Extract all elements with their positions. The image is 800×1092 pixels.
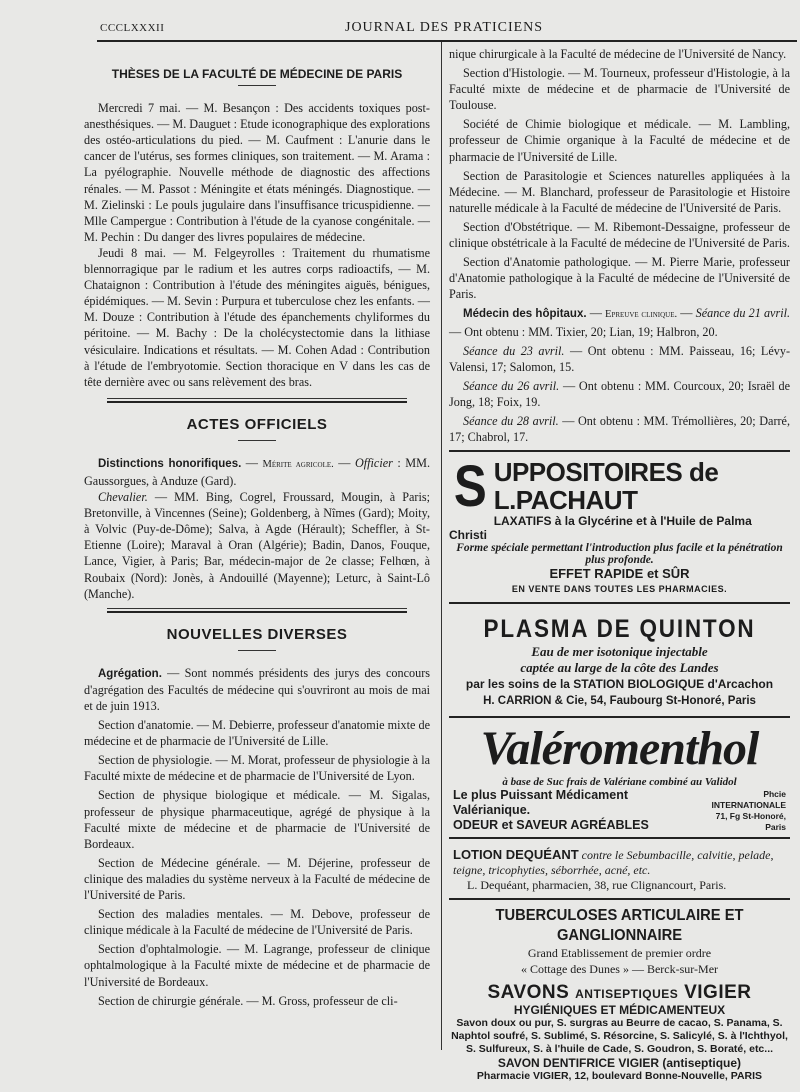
ad-line: ODEUR et SAVEUR AGRÉABLES — [453, 818, 649, 833]
actes-label: Distinctions honorifiques. — [98, 457, 242, 470]
ad-claims — [453, 788, 693, 833]
seance-text: — Ont obtenu : MM. Courcoux, 20; Israël de Jong, 18; Foix, 19. — [449, 378, 791, 409]
seance-date: Séance du 26 avril. — [463, 378, 560, 393]
medecin-paragraph: Médecin des hôpitaux. — Epreuve clinique. — Séance du 21 avril. — Ont obtenu : MM. Tixier, 20; Lian, 19; Halbron, 20. — [449, 306, 791, 339]
section-paragraph: Section de Parasitologie et Sciences naturelles appliquées à la Médecine. — M. Blanchard, professeur de Parasitologie et Histoire naturelle médicale à la Faculté de médecine de l'Université de Paris. — [449, 168, 790, 215]
section-paragraph: Section de Médecine générale. — M. Déjerine, professeur de clinique des maladies du système nerveux à la Faculté de médecine de l'Université de Paris. — [84, 855, 430, 903]
seance-date: Séance du 28 avril. — [463, 413, 559, 428]
agregation-label: Agrégation. — [98, 667, 162, 680]
ad-lotion-dequeant — [449, 839, 790, 900]
ad-title: PLASMA DE QUINTON — [483, 615, 756, 644]
continued-paragraph: nique chirurgicale à la Faculté de médecine de l'Université de Nancy. — [449, 47, 787, 61]
theses-paragraph-2: Jeudi 8 mai. — M. Felgeyrolles : Traitement du rhumatisme blennorragique par le radium et les autres corps radioactifs, — M. Chataignon : Contribution à l'étude des méningites aiguës, bénigues, épidémiques. — M. Sevin : Purpura et tuberculose chez les enfants. — M. Douze : Contribution à l'étude des épanchements chyliformes du péritoine. — M. Bachy : De la cholécystectomie dans la lithiase vésiculaire. Indications et résultats. — M. Cohen Adad : Contribution à l'étude de l'embryotomie. Section thoracique en V dans les cas de tête dernière avec ou sans relèvement des bras. — [84, 245, 430, 389]
nouvelles-title: NOUVELLES DIVERSES — [166, 625, 348, 643]
ad-valeromenthol — [449, 718, 790, 839]
ad-title — [449, 983, 790, 1004]
ad-tuberculoses — [449, 900, 790, 981]
seance-date: Séance du 21 avril. — [695, 306, 791, 321]
theses-title: THÈSES DE LA FACULTÉ DE MÉDECINE DE PARIS — [111, 67, 403, 81]
ad-suppositoires — [449, 450, 790, 604]
section-rule — [107, 608, 407, 609]
ad-title: TUBERCULOSES ARTICULAIRE ET GANGLIONNAIRE — [495, 907, 744, 945]
medecin-label: Médecin des hôpitaux. — [463, 308, 587, 321]
merite-label: Mérite agricole. — [262, 458, 334, 470]
actes-title: ACTES OFFICIELS — [186, 415, 328, 433]
seance-date: Séance du 23 avril. — [463, 343, 565, 358]
title-rule — [238, 440, 276, 441]
header-rule — [97, 40, 797, 42]
journal-title: JOURNAL DES PRATICIENS — [345, 20, 544, 35]
section-paragraph: Société de Chimie biologique et médicale. — M. Lambling, professeur de Chimie organique à la Faculté de médecine et de pharmacie de l'Université de Lille. — [449, 117, 790, 164]
actes-chevalier-text: — MM. Bing, Cogrel, Froussard, Mougin, à Paris; Bretonville, à Vincennes (Seine); Goldenberg, à Nîmes (Gard); Moity, à Volvic (Puy-de-Dôme); Salva, à Agde (Hérault); Scheffler, à St-Etienne (Loire); Maraval à Oran (Algérie); Badin, Danos, Fouque, Lance, Vigier, à Paris; Bar, médecin-major de 2e classe; Felhœn, à Roubaix (Nord): Jonès, à Andouillé (Mayenne); Leturc, à Saint-Lô (Manche). — [84, 490, 431, 601]
seance-paragraph — [449, 343, 790, 375]
right-column — [449, 46, 790, 1083]
ad-footer: EN VENTE DANS TOUTES LES PHARMACIES. — [511, 584, 728, 595]
ad-tagline: Forme spéciale permettant l'introduction plus facile et la pénétration plus profonde. — [456, 542, 783, 567]
ad-subtitle: à base de Suc frais de Valériane combiné au Validol — [502, 776, 737, 789]
ad-subtitle: HYGIÉNIQUES ET MÉDICAMENTEUX — [513, 1003, 726, 1018]
agregation-paragraph — [84, 665, 430, 714]
ad-title-part: VIGIER — [684, 982, 752, 1004]
section-paragraph: Section d'Histologie. — M. Tourneux, professeur d'Histologie, à la Faculté mixte de médecine et de pharmacie de l'Université de Toulouse. — [449, 66, 790, 113]
ad-line: 71, Fg St-Honoré, Paris — [715, 810, 786, 832]
ad-line: « Cottage des Dunes » — Berck-sur-Mer — [520, 962, 719, 977]
ad-row — [449, 788, 790, 833]
ad-subtitle: LAXATIFS à la Glycérine et à l'Huile de Palma Christi — [449, 514, 752, 543]
actes-paragraph-1: Distinctions honorifiques. — Mérite agricole. — Officier : MM. Gaussorgues, à Anduze (Gard). — [84, 455, 431, 488]
ad-title: LOTION DEQUÉANT — [453, 847, 579, 863]
section-rule-thick — [107, 401, 407, 403]
actes-paragraph-2 — [84, 489, 430, 602]
officier-label: Officier — [354, 455, 393, 470]
ad-title: Valéromenthol — [480, 722, 759, 776]
left-column — [84, 46, 430, 1009]
theses-paragraph-1: Mercredi 7 mai. — M. Besançon : Des accidents toxiques post-anesthésiques. — M. Dauguet : Etude iconographique des explorations des ostéo-articulations du pied. — M. Caufment : L'anurie dans le cancer de l'utérus, ses formes cliniques, son traitement. — M. Arama : La pyélographie. Nouvelle méthode de diagnostic des affections rénales. — M. Passot : Méningite et états méningés. Diagnostique. — M. Zielinski : Le pouls jugulaire dans l'insuffisance tricuspidienne. — Mlle Campergue : Contribution à l'étude de la cyanose congénitale. — M. Pechin : Du danger des livres populaires de médecine. — [84, 101, 430, 244]
ad-claim: EFFET RAPIDE et SÛR — [549, 566, 690, 582]
ad-text: Savon doux ou pur, S. surgras au Beurre de cacao, S. Panama, S. Naphtol soufré, S. Sublimé, S. Résorcine, S. Salicylé, S. à l'Ichthyol, S. Sulfureux, S. à l'huile de Cade, S. Goudron, S. Boraté, etc... — [451, 1017, 788, 1056]
seance-paragraph — [449, 378, 790, 410]
page-number: CCCLXXXII — [100, 22, 165, 34]
section-paragraph: Section d'ophtalmologie. — M. Lagrange, professeur de clinique ophtalmologique à la Faculté mixte de médecine et de pharmacie de l'Université de Bordeaux. — [84, 942, 430, 989]
ad-savons-vigier — [449, 981, 790, 1083]
ad-drop-cap: S — [453, 454, 487, 520]
section-paragraph: Section des maladies mentales. — M. Debove, professeur de clinique médicale à la Faculté de médecine de l'Université de Paris. — [84, 907, 430, 938]
epreuve-label: Epreuve clinique. — [605, 309, 678, 321]
running-header — [100, 20, 790, 40]
section-paragraph: Section d'anatomie. — M. Debierre, professeur d'anatomie mixte de médecine et de pharmacie de l'Université de Lille. — [84, 718, 430, 749]
ad-line: SAVON DENTIFRICE VIGIER (antiseptique) — [497, 1056, 742, 1071]
chevalier-label: Chevalier. — [98, 490, 148, 505]
seance-paragraph — [449, 413, 790, 445]
ad-title: UPPOSITOIRES de L.PACHAUT — [493, 457, 719, 516]
ad-line: captée au large de la côte des Landes — [520, 660, 719, 676]
section-paragraph: Section d'Obstétrique. — M. Ribemont-Dessaigne, professeur de clinique obstétricale à la Faculté de médecine de l'Université de Paris. — [449, 219, 790, 251]
ad-plasma-quinton — [449, 604, 790, 718]
section-paragraph: Section de physique biologique et médicale. — M. Sigalas, professeur de physique pharmaceutique, agrégé de physique à la Faculté mixte de médecine et de pharmacie de l'Université de Bordeaux. — [84, 788, 430, 851]
actes-officier-text: : MM. Gaussorgues, à Anduze (Gard). — [84, 455, 431, 488]
ad-address: H. CARRION & Cie, 54, Faubourg St-Honoré, Paris — [483, 695, 756, 708]
title-rule — [238, 650, 276, 651]
section-paragraph: Section de physiologie. — M. Morat, professeur de physiologie à la Faculté mixte de médecine et de pharmacie de l'Université de Lyon. — [84, 753, 430, 784]
ad-line: Phcie INTERNATIONALE — [711, 788, 786, 810]
ad-text: contre le Sebumbacille, calvitie, pelade, teigne, tricophyties, séborrhée, acné, etc. — [453, 848, 774, 878]
ad-address: Pharmacie VIGIER, 12, boulevard Bonne-Nouvelle, PARIS — [476, 1070, 763, 1083]
ad-line: Eau de mer isotonique injectable — [531, 644, 708, 660]
section-rule — [107, 398, 407, 399]
ad-line: par les soins de la STATION BIOLOGIQUE d'Arcachon — [465, 677, 774, 692]
ad-line: Grand Etablissement de premier ordre — [527, 946, 712, 961]
seance-text: — Ont obtenu : MM. Trémollières, 20; Darré, 17; Chabrol, 17. — [449, 413, 791, 445]
ad-title-part: ANTISEPTIQUES — [575, 987, 679, 1002]
ad-address: L. Dequéant, pharmacien, 38, rue Clignancourt, Paris. — [467, 878, 727, 893]
section-rule-thick — [107, 611, 407, 613]
title-rule — [238, 85, 276, 86]
agregation-text: — Sont nommés présidents des jurys des concours d'agrégation des Facultés de médecine qui s'ouvriront au mois de mai et de juin 1913. — [84, 665, 430, 713]
ad-address — [693, 789, 786, 833]
seance-text: — Ont obtenu : MM. Tixier, 20; Lian, 19; Halbron, 20. — [449, 324, 718, 339]
section-paragraph: Section de chirurgie générale. — M. Gross, professeur de cli- — [98, 993, 398, 1008]
column-divider — [441, 42, 442, 1050]
section-paragraph: Section d'Anatomie pathologique. — M. Pierre Marie, professeur d'Anatomie pathologique à la Faculté de médecine de l'Université de Paris. — [449, 255, 790, 302]
seance-text: — Ont obtenu : MM. Paisseau, 16; Lévy-Valensi, 17; Salomon, 15. — [449, 343, 790, 374]
ad-title-part: SAVONS — [487, 982, 570, 1004]
ad-line: Le plus Puissant Médicament Valérianique. — [453, 788, 629, 818]
